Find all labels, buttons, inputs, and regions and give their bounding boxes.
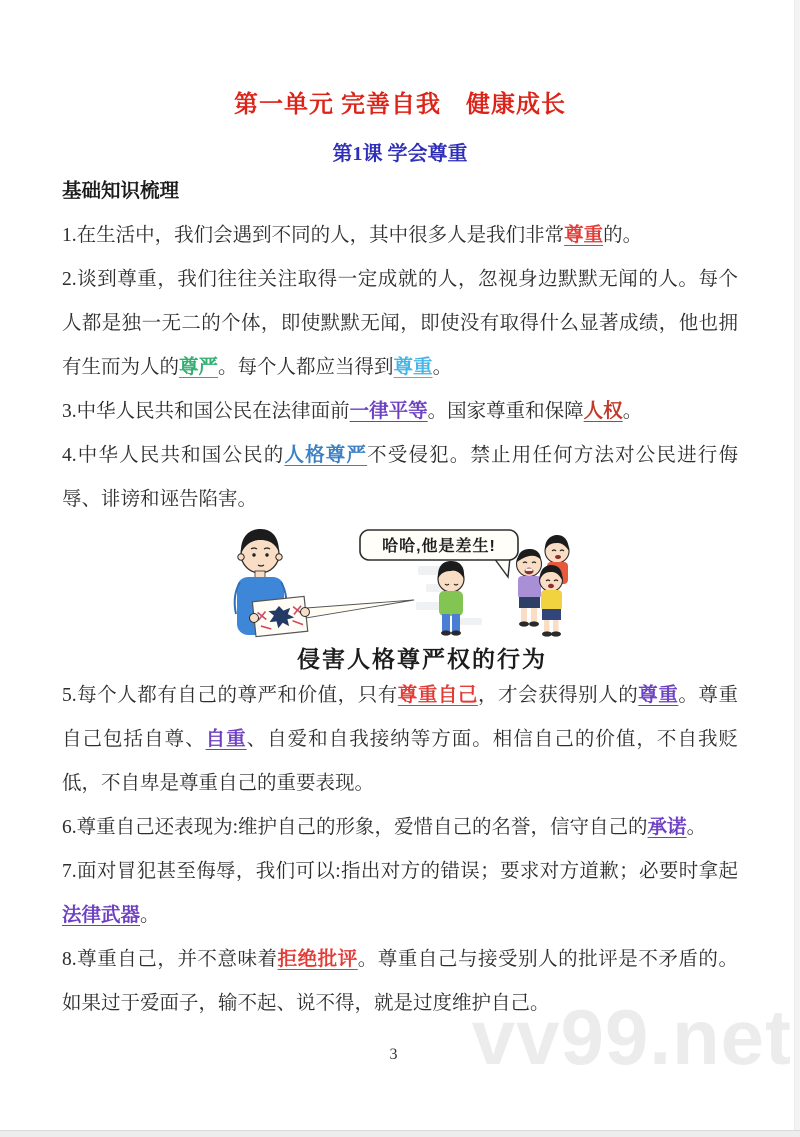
text-run: 8.尊重自己，并不意味着 xyxy=(62,949,278,970)
highlight-term: 人权 xyxy=(583,401,623,422)
highlight-term: 尊重 xyxy=(393,357,433,378)
watermark: vv99.net xyxy=(471,993,792,1081)
defaced-paper xyxy=(252,596,307,636)
page-right-edge xyxy=(794,0,800,1137)
text-run: 。 xyxy=(432,357,453,378)
text-run: 3.中华人民共和国公民在法律面前 xyxy=(62,401,350,422)
highlight-term: 人格尊严 xyxy=(284,445,368,466)
text-run: 。每个人都应当得到 xyxy=(218,357,394,378)
highlight-term: 尊重 xyxy=(564,225,604,246)
paragraph xyxy=(62,214,738,258)
text-run: 5.每个人都有自己的尊严和价值，只有 xyxy=(62,685,398,706)
text-run: 2.谈到尊重，我们往往关注取得一定成就的人，忽视身边默默无闻的人。每个人都是独一无二的个体，即使默默无闻，即使没有取得什么显著成绩，他也拥有生而为人的 xyxy=(62,269,738,378)
lesson-title: 第1课 学会尊重 xyxy=(332,143,468,165)
highlight-term: 尊重自己 xyxy=(397,685,478,706)
paragraph xyxy=(62,674,738,806)
highlight-term: 拒绝批评 xyxy=(277,949,358,970)
text-run: 4.中华人民共和国公民的 xyxy=(62,445,285,466)
highlight-term: 法律武器 xyxy=(62,905,141,926)
paragraph xyxy=(62,850,738,938)
text-run: ，才会获得别人的 xyxy=(477,685,639,706)
text-run: 7.面对冒犯甚至侮辱，我们可以:指出对方的错误；要求对方道歉；必要时拿起 xyxy=(62,861,738,882)
paragraph xyxy=(62,806,738,850)
highlight-term: 尊严 xyxy=(179,357,219,378)
page-bottom-edge xyxy=(0,1130,800,1137)
highlight-term: 承诺 xyxy=(647,817,687,838)
laughing-kids xyxy=(517,535,570,637)
text-run: 不受侵犯。禁止用任何方法对公民进行侮辱、诽谤和诬告陷害。 xyxy=(62,445,738,510)
text-run: 。尊重自己与接受别人的批评是不矛盾的。如果过于爱面子，输不起、说不得，就是过度维护自己。 xyxy=(62,949,738,1014)
unit-title: 第一单元 完善自我 健康成长 xyxy=(234,92,566,118)
highlight-term: 自重 xyxy=(205,729,247,750)
body-text-block xyxy=(62,170,738,1026)
section-heading: 基础知识梳理 xyxy=(62,181,180,202)
highlight-term: 尊重 xyxy=(638,685,679,706)
text-run: 的。 xyxy=(603,225,643,246)
text-run: 。尊重自己包括自尊、 xyxy=(62,685,738,750)
paragraph xyxy=(62,390,738,434)
dignity-cartoon-illustration xyxy=(210,522,590,644)
paragraphs-after-figure xyxy=(62,674,738,1026)
speech-bubble-text: 哈哈,他是差生! xyxy=(382,538,496,555)
text-run: 6.尊重自己还表现为:维护自己的形象，爱惜自己的名誉，信守自己的 xyxy=(62,817,648,838)
highlight-term: 一律平等 xyxy=(349,401,428,422)
illustration-figure xyxy=(62,522,738,674)
text-run: 1.在生活中，我们会遇到不同的人，其中很多人是我们非常 xyxy=(62,225,565,246)
paragraph xyxy=(62,258,738,390)
text-run: 。 xyxy=(140,905,160,926)
figure-caption: 侵害人格尊严权的行为 xyxy=(297,646,547,672)
paragraph xyxy=(62,434,738,522)
sad-boy xyxy=(438,561,464,636)
kid-purple-shirt xyxy=(517,549,542,627)
text-run: 。 xyxy=(622,401,643,422)
paragraph xyxy=(62,938,738,1026)
text-run: 。 xyxy=(686,817,707,838)
text-run: 、自爱和自我接纳等方面。相信自己的价值，不自我贬低，不自卑是尊重自己的重要表现。 xyxy=(62,729,738,794)
text-run: 。国家尊重和保障 xyxy=(427,401,584,422)
paragraphs-before-figure xyxy=(62,214,738,522)
kid-yellow-shirt xyxy=(540,565,563,637)
page-number: 3 xyxy=(389,1046,398,1063)
